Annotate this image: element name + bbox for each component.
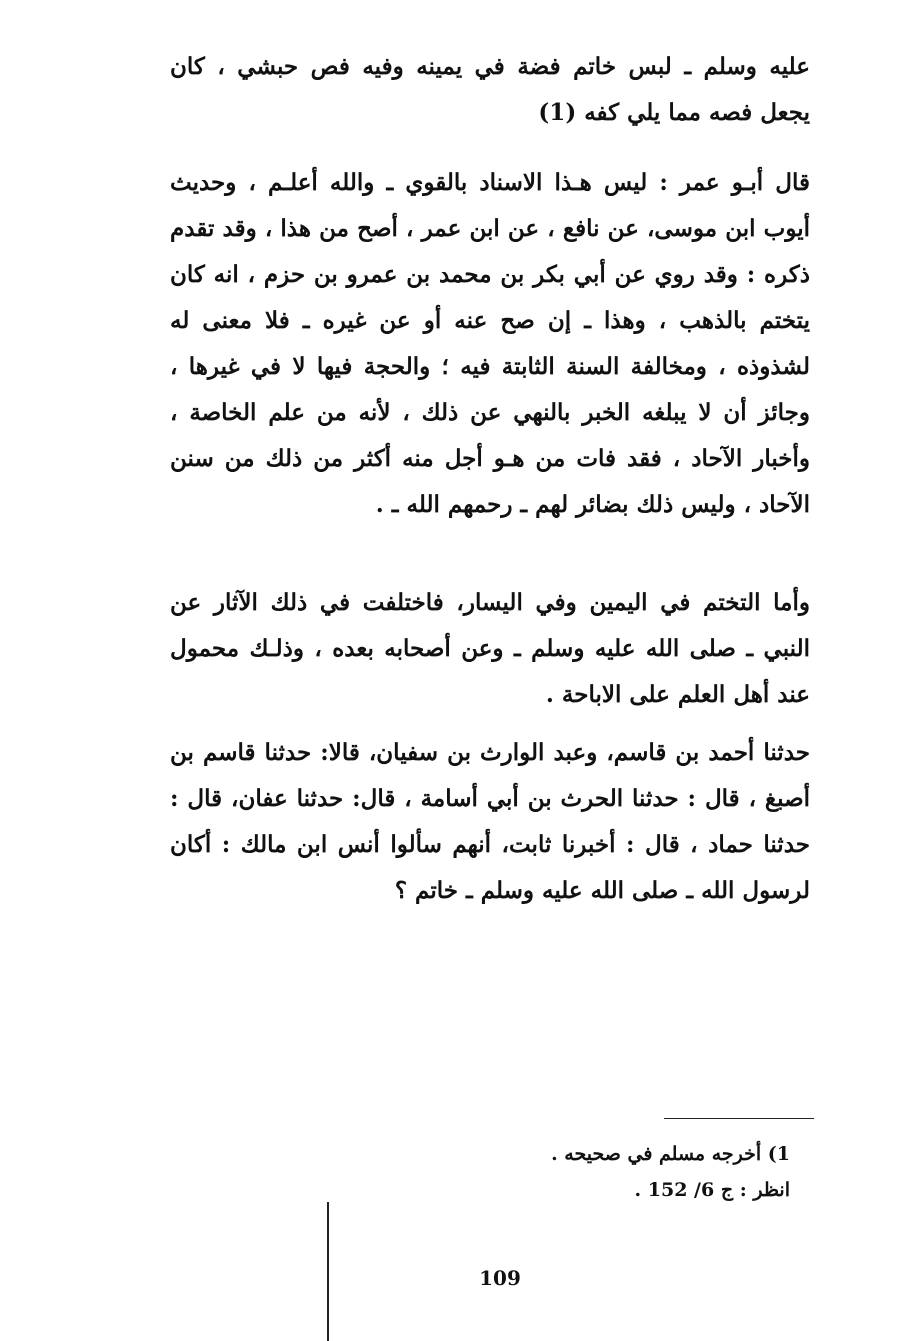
paragraph-text: حدثنا أحمد بن قاسم، وعبد الوارث بن سفيان، قالا: حدثنا قاسم بن أصبغ ، قال : حدثنا الحرث بن أبي أسامة ، قال: حدثنا عفان، قال : حدثنا حماد ، قال : أخبرنا ثابت، أنهم سألوا أنس ابن مالك : أكان لرسول الله ـ صلى الله عليه وسلم ـ خاتم ؟ <box>170 739 810 904</box>
paragraph-4 <box>170 730 810 914</box>
footnote-line-2: انظر : ج 6/ 152 . <box>634 1179 790 1201</box>
paragraph-3 <box>170 580 810 718</box>
paragraph-1 <box>170 44 810 136</box>
binding-gutter-line <box>327 1202 329 1341</box>
paragraph-text: قال أبـو عمر : ليس هـذا الاسناد بالقوي ـ والله أعلـم ، وحديث أيوب ابن موسى، عن نافع ، عن ابن عمر ، أصح من هذا ، وقد تقدم ذكره : وقد روي عن أبي بكر بن محمد بن عمرو بن حزم ، انه كان يتختم بالذهب ، وهذا ـ إن صح عنه أو عن غيره ـ فلا معنى له لشذوذه ، ومخالفة السنة الثابتة فيه ؛ والحجة فيها لا في غيرها ، وجائز أن لا يبلغه الخبر بالنهي عن ذلك ، لأنه من علم الخاصة ، وأخبار الآحاد ، فقد فات من هـو أجل منه أكثر من ذلك من سنن الآحاد ، وليس ذلك بضائر لهم ـ رحمهم الله ـ . <box>170 169 810 518</box>
footnotes <box>480 1136 790 1208</box>
paragraph-text: عليه وسلم ـ لبس خاتم فضة في يمينه وفيه فص حبشي ، كان يجعل فصه مما يلي كفه (1) <box>170 53 810 126</box>
page-number: 109 <box>479 1266 521 1290</box>
paragraph-2 <box>170 160 810 528</box>
footnote-divider <box>664 1118 814 1119</box>
paragraph-text: وأما التختم في اليمين وفي اليسار، فاختلفت في ذلك الآثار عن النبي ـ صلى الله عليه وسلم ـ وعن أصحابه بعده ، وذلـك محمول عند أهل العلم على الاباحة . <box>170 589 810 708</box>
footnote-line-1: 1) أخرجه مسلم في صحيحه . <box>551 1143 790 1165</box>
